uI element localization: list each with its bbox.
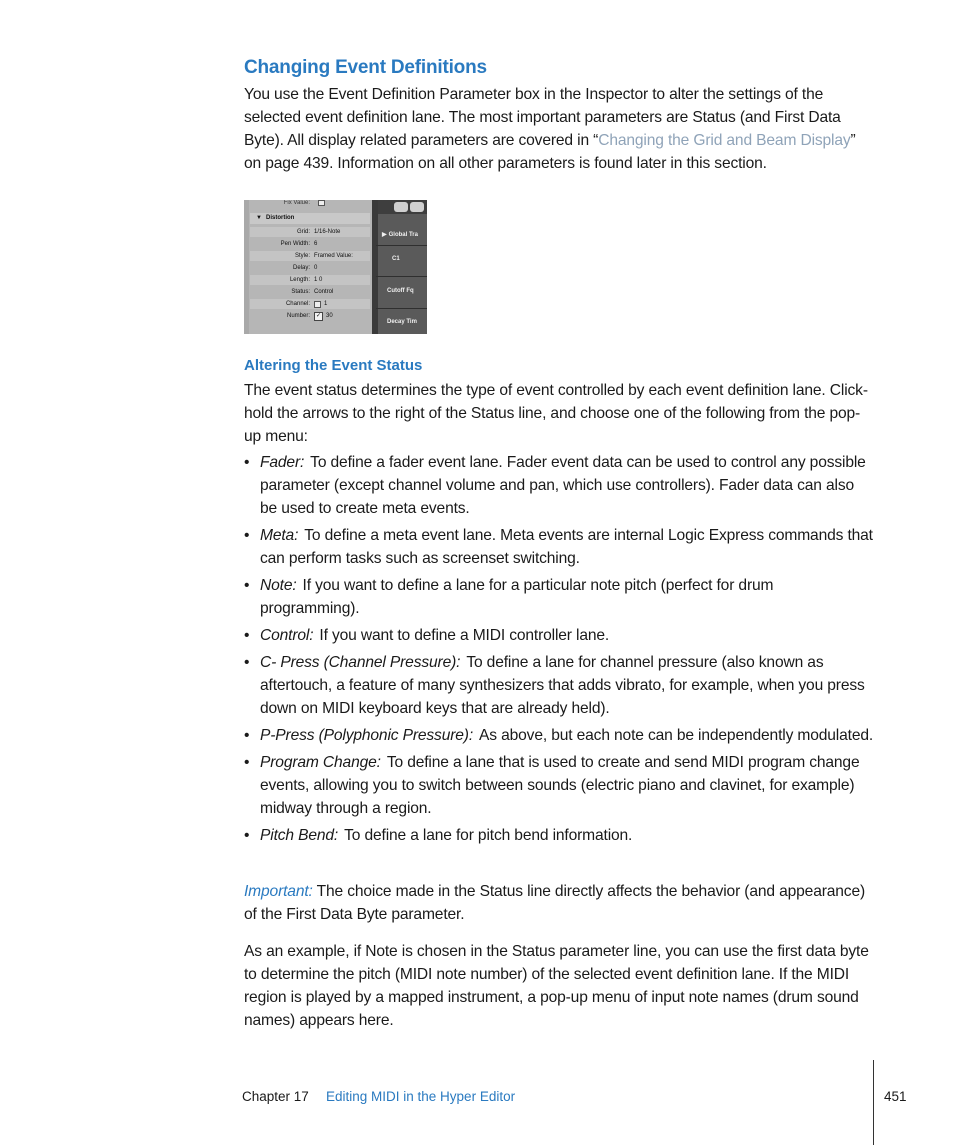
section-heading: Changing Event Definitions	[244, 57, 487, 78]
list-item: • C- Press (Channel Pressure): To define a lane for channel pressure (also known as aftertouch, a feature of many synthesizers that adds vibrato, for example, when you press down on MIDI keyboard keys that are already held).	[244, 654, 865, 717]
fix-value-label: Fix Value:	[250, 200, 370, 206]
intro-paragraph	[244, 83, 874, 175]
disclosure-triangle-icon[interactable]: ▶	[382, 232, 387, 238]
number-param-row[interactable]: Number: ✓ 30	[286, 313, 333, 319]
lane-handle-strip	[372, 200, 378, 334]
status-param-row[interactable]: Status: Control	[291, 289, 334, 295]
example-paragraph: As an example, if Note is chosen in the Status parameter line, you can use the first data byte to determine the pitch (MIDI note number) of the selected event definition lane. If the MIDI region is played by a mapped instrument, a pop-up menu of input note names (drum sound names) appears here.	[244, 943, 869, 1029]
distortion-section-header[interactable]: ▼ Distortion	[250, 213, 370, 224]
important-note: Important: The choice made in the Status line directly affects the behavior (and appearance) of the First Data Byte parameter.	[244, 883, 866, 923]
intro-text-1: You use the Event Definition Parameter box in the Inspector to alter the settings of the selected event definition lane. The most important parameters are Status (and First Data Byte). All display related parameters are covered in “	[244, 86, 841, 149]
page-number: 451	[884, 1089, 907, 1104]
inspector-screenshot	[244, 200, 427, 334]
grid-beam-display-link[interactable]: Changing the Grid and Beam Display	[598, 132, 851, 149]
style-param-row[interactable]: Style: Framed Value:	[250, 251, 370, 261]
intro-text-2: ” on page 439. Information on all other parameters is found later in this section.	[244, 132, 856, 172]
list-item: • P-Press (Polyphonic Pressure): As above, but each note can be independently modulated.	[244, 727, 874, 744]
list-item: • Control: If you want to define a MIDI controller lane.	[244, 627, 610, 644]
status-intro-paragraph: The event status determines the type of event controlled by each event definition lane. Click-hold the arrows to the right of the Status line, and choose one of the following from the pop-up menu:	[244, 382, 868, 445]
status-options-list	[244, 451, 874, 851]
lane-cutoff[interactable]: Cutoff Fq	[387, 288, 414, 294]
lane-divider	[376, 276, 427, 277]
list-item: • Pitch Bend: To define a lane for pitch bend information.	[244, 827, 633, 844]
footer-divider	[873, 1060, 874, 1145]
list-item: • Program Change: To define a lane that is used to create and send MIDI program change events, allowing you to switch between sounds (electric piano and clavinet, for example) midway through a region.	[244, 754, 860, 817]
grid-param-row[interactable]: Grid: 1/16-Note	[250, 227, 370, 237]
length-param-row[interactable]: Length: 1 0	[250, 275, 370, 285]
tool-icon[interactable]	[410, 202, 424, 212]
list-item: • Note: If you want to define a lane for a particular note pitch (perfect for drum programming).	[244, 577, 774, 617]
footer-chapter: Chapter 17	[242, 1089, 309, 1104]
number-checkbox-icon[interactable]: ✓	[315, 313, 322, 319]
important-label: Important:	[244, 883, 313, 900]
list-item: • Meta: To define a meta event lane. Meta events are internal Logic Express commands that can perform tasks such as screenset switching.	[244, 527, 873, 567]
lane-divider	[376, 245, 427, 246]
list-item: • Fader: To define a fader event lane. Fader event data can be used to control any possible parameter (except channel volume and pan, which use controllers). Fader data can also be used to create meta events.	[244, 454, 866, 517]
tool-icon[interactable]	[394, 202, 408, 212]
lane-global-tracks[interactable]: ▶ Global Tra	[382, 232, 418, 238]
pen-width-param-row[interactable]: Pen Width: 6	[280, 241, 318, 247]
delay-param-row[interactable]: Delay: 0	[292, 265, 318, 271]
subsection-heading: Altering the Event Status	[244, 357, 423, 374]
lane-divider	[376, 308, 427, 309]
channel-param-row[interactable]: Channel: 1	[250, 299, 370, 309]
lane-decay[interactable]: Decay Tim	[387, 319, 417, 325]
channel-checkbox[interactable]	[314, 301, 321, 308]
hyper-editor-lanes	[372, 200, 427, 334]
disclosure-triangle-icon[interactable]: ▼	[256, 215, 262, 221]
footer-chapter-title-link[interactable]: Editing MIDI in the Hyper Editor	[326, 1089, 516, 1104]
lane-c1[interactable]: C1	[392, 256, 400, 262]
